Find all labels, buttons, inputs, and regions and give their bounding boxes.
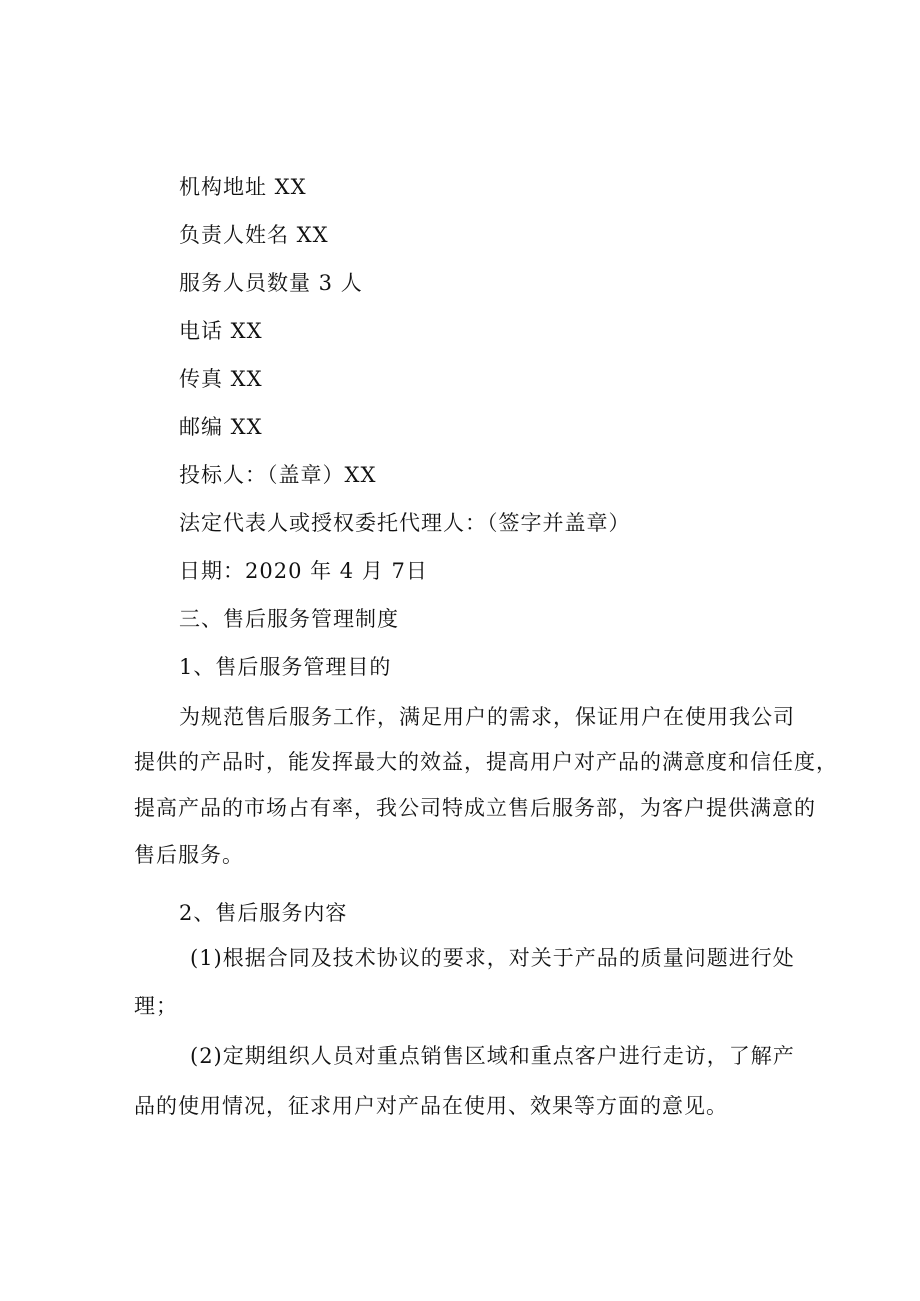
- subsection-2-title: 2、售后服务内容: [179, 901, 348, 925]
- list-item-line: (2)定期组织人员对重点销售区域和重点客户进行走访，了解产: [190, 1044, 795, 1068]
- list-item-line: 品的使用情况，征求用户对产品在使用、效果等方面的意见。: [134, 1094, 728, 1118]
- info-bidder: 投标人：（盖章）XX: [179, 463, 377, 487]
- paragraph-line: 提供的产品时，能发挥最大的效益，提高用户对产品的满意度和信任度，: [134, 750, 838, 774]
- info-postcode: 邮编 XX: [179, 415, 263, 439]
- info-staff: 服务人员数量 3 人: [179, 271, 363, 295]
- info-date: 日期：2020 年 4 月 7日: [179, 559, 428, 583]
- subsection-1-title: 1、售后服务管理目的: [179, 655, 392, 679]
- list-item-line: 理；: [134, 994, 178, 1018]
- info-representative: 法定代表人或授权委托代理人：（签字并盖章）: [179, 511, 631, 535]
- section-title: 三、售后服务管理制度: [179, 607, 399, 631]
- paragraph-line: 为规范售后服务工作，满足用户的需求，保证用户在使用我公司: [179, 705, 795, 729]
- info-address: 机构地址 XX: [179, 175, 307, 199]
- list-item-line: (1)根据合同及技术协议的要求，对关于产品的质量问题进行处: [190, 946, 795, 970]
- paragraph-line: 售后服务。: [134, 843, 244, 867]
- paragraph-line: 提高产品的市场占有率，我公司特成立售后服务部，为客户提供满意的: [134, 796, 816, 820]
- info-leader: 负责人姓名 XX: [179, 223, 329, 247]
- info-phone: 电话 XX: [179, 319, 263, 343]
- info-fax: 传真 XX: [179, 367, 263, 391]
